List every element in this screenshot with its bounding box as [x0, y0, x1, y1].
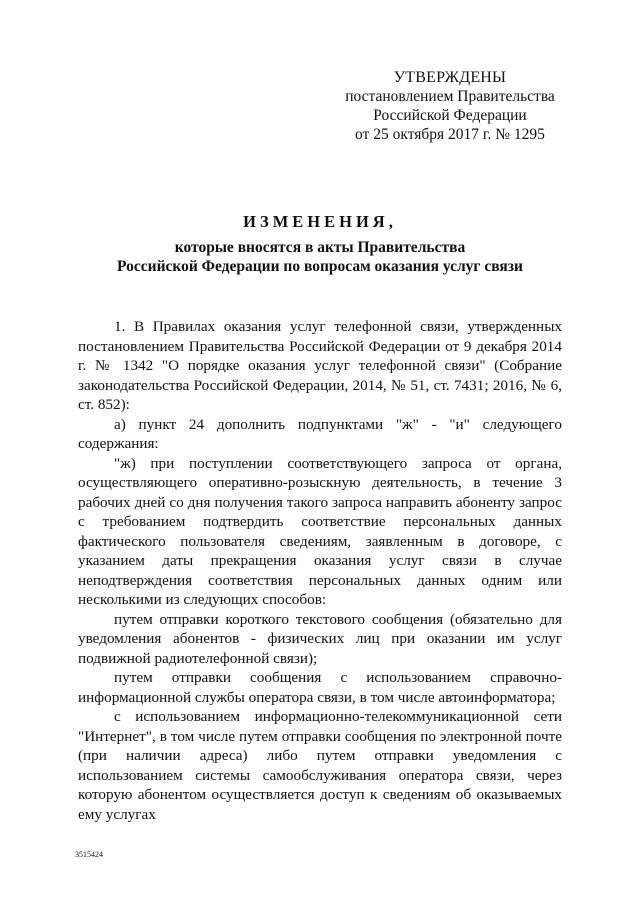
- approval-block: [330, 68, 570, 144]
- body-paragraph: путем отправки короткого текстового сообщения (обязательно для уведомления абонентов - физических лиц при оказании им услуг подвижной радиотелефонной связи);: [78, 610, 562, 667]
- document-id: 3515424: [75, 850, 103, 859]
- document-subtitle: [0, 238, 640, 276]
- body-paragraph: "ж) при поступлении соответствующего запроса от органа, осуществляющего оперативно-розыскную деятельность, в течение 3 рабочих дней со дня получения такого запроса направить абоненту запрос с требованием подтвердить соответствие персональных данных фактического пользователя сведениям, заявленным в договоре, с указанием даты прекращения оказания услуг связи в случае неподтверждения соответствия персональных данных одним или несколькими из следующих способов:: [78, 454, 562, 608]
- body-paragraph: 1. В Правилах оказания услуг телефонной связи, утвержденных постановлением Правительства Российской Федерации от 9 декабря 2014 г. № 1342 "О порядке оказания услуг телефонной связи" (Собрание законодательства Российской Федерации, 2014, № 51, ст. 7431; 2016, № 6, ст. 852):: [78, 318, 562, 413]
- approval-line: постановлением Правительства: [345, 88, 555, 105]
- subtitle-line: Российской Федерации по вопросам оказания услуг связи: [117, 258, 523, 275]
- subtitle-line: которые вносятся в акты Правительства: [174, 239, 466, 256]
- approval-line: Российской Федерации: [373, 107, 527, 124]
- document-title: ИЗМЕНЕНИЯ,: [243, 212, 397, 231]
- body-paragraph: с использованием информационно-телекоммуникационной сети "Интернет", в том числе путем отправки сообщения по электронной почте (при наличии адреса) либо путем отправки уведомления с использованием системы самообслуживания оператора связи, через которую абонентом осуществляется доступ к сведениям об оказываемых ему услугах: [78, 708, 562, 823]
- approval-heading: УТВЕРЖДЕНЫ: [393, 69, 507, 86]
- body-paragraph: путем отправки сообщения с использованием справочно-информационной службы оператора связи, в том числе автоинформатора;: [78, 669, 562, 706]
- document-body: [78, 317, 562, 824]
- approval-date-line: от 25 октября 2017 г. № 1295: [355, 126, 545, 143]
- body-paragraph: а) пункт 24 дополнить подпунктами "ж" - "и" следующего содержания:: [78, 415, 562, 452]
